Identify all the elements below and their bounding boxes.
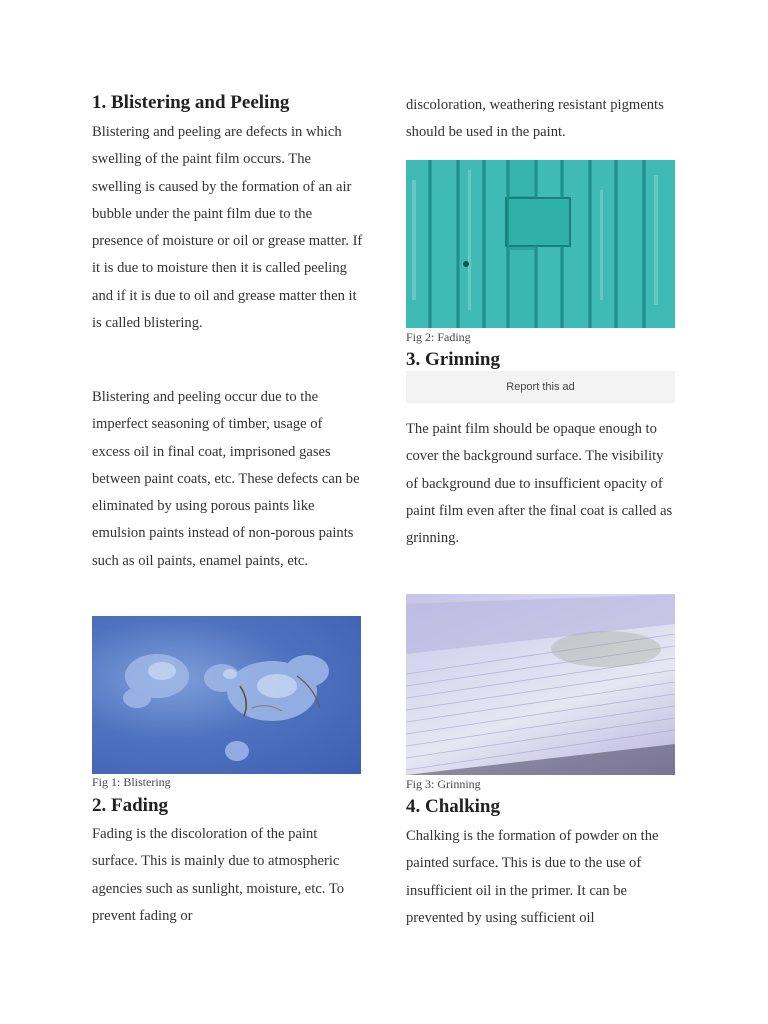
blister-illustration <box>92 616 361 774</box>
report-ad-link[interactable]: Report this ad <box>406 371 675 403</box>
paragraph-grinning: The paint film should be opaque enough to cover the background surface. The visibility of background due to insufficient opacity of paint film even after the final coat is called as grinning. <box>406 421 673 547</box>
figure-grinning-image <box>406 594 675 775</box>
section-heading-blistering: 1. Blistering and Peeling <box>92 92 290 113</box>
paragraph-fading-continued: discoloration, weathering resistant pigments should be used in the paint. <box>406 97 664 141</box>
figure-caption-grinning: Fig 3: Grinning <box>406 777 481 791</box>
fading-wood-illustration <box>406 160 675 328</box>
figure-fading-image <box>406 160 675 328</box>
figure-caption-fading: Fig 2: Fading <box>406 330 471 344</box>
figure-blistering-image <box>92 616 361 774</box>
section-heading-fading: 2. Fading <box>92 795 169 816</box>
paragraph-blistering-2: Blistering and peeling occur due to the imperfect seasoning of timber, usage of excess oil in final coat, imprisoned gases between paint coats, etc. These defects can be eliminated by using porous paints like emulsion paints instead of non-porous paints such as oil paints, enamel paints, etc. <box>92 389 360 569</box>
paragraph-blistering-1: Blistering and peeling are defects in which swelling of the paint film occurs. The swelling is caused by the formation of an air bubble under the paint film due to the presence of moisture or oil or grease matter. If it is due to moisture then it is called peeling and if it is due to oil and grease matter then it is called blistering. <box>92 124 363 332</box>
grinning-surface-illustration <box>406 594 675 775</box>
figure-caption-blistering: Fig 1: Blistering <box>92 775 171 789</box>
paragraph-chalking: Chalking is the formation of powder on the painted surface. This is due to the use of insufficient oil in the primer. It can be prevented by using sufficient oil <box>406 828 659 926</box>
paragraph-fading: Fading is the discoloration of the paint surface. This is mainly due to atmospheric agencies such as sunlight, moisture, etc. To prevent fading or <box>92 826 345 924</box>
section-heading-chalking: 4. Chalking <box>406 796 500 817</box>
section-heading-grinning: 3. Grinning <box>406 349 500 370</box>
